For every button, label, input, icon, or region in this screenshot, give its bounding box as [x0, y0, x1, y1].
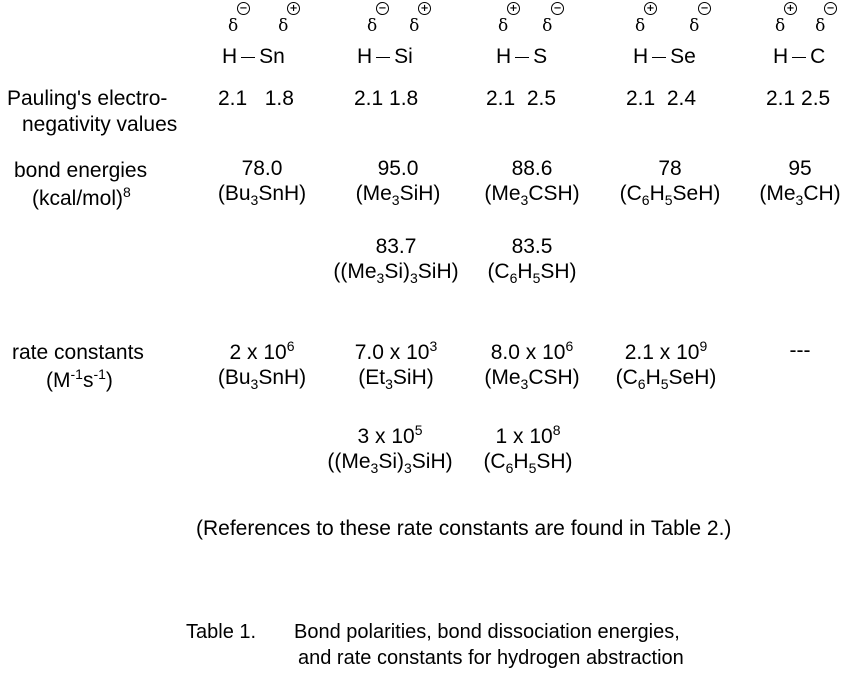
rate-constant-value: 1 x $10^8$: [495, 422, 561, 448]
footnote-ref: 8: [123, 184, 131, 200]
bond-line: [515, 57, 529, 58]
pauling-value-h-c: [766, 88, 830, 109]
rate-constant-cell: [750, 340, 850, 361]
delta-symbol: δ: [775, 16, 786, 36]
delta-symbol: δ: [635, 16, 646, 36]
charge-minus-icon: −: [376, 2, 389, 15]
atom-h: H: [357, 45, 373, 68]
rate-constant-cell: [310, 422, 470, 477]
pauling-x: 2.5: [801, 87, 831, 110]
bond-formula-h-sn: [222, 46, 285, 67]
rate-constant-cell: [200, 338, 324, 393]
bond-formula-h-si: [357, 46, 413, 67]
pauling-value-h-se: [626, 88, 696, 109]
table-caption-line1: Bond polarities, bond dissociation energies,: [294, 621, 680, 643]
rate-constant-cell: [334, 338, 458, 393]
bond-energy-cell: [470, 235, 594, 287]
compound-label: $(Et_3SiH)$: [358, 366, 434, 393]
charge-plus-icon: +: [507, 2, 520, 15]
table-caption-line2: and rate constants for hydrogen abstraction: [298, 647, 684, 669]
compound-label: $((Me_3Si)_3SiH)$: [327, 450, 453, 477]
bond-energy-cell: [200, 157, 324, 209]
rate-constant-value: 8.0 x $10^6$: [490, 338, 574, 364]
delta-symbol: δ: [367, 16, 378, 36]
rate-constant-value: ---: [789, 339, 811, 362]
bond-energy-value: 95: [788, 157, 812, 180]
bond-energies-label-line1: bond energies: [14, 159, 148, 182]
bond-energies-label-line2: [32, 184, 131, 210]
compound-label: $((Me_3Si)_3SiH)$: [333, 260, 459, 287]
bond-energy-value: 83.5: [511, 235, 553, 258]
bond-line: [792, 57, 806, 58]
compound-label: $(Me_3CH)$: [759, 182, 841, 209]
rate-constant-cell: [602, 338, 730, 393]
compound-label: $(C_6H_5SeH)$: [615, 366, 717, 393]
pauling-h: 2.1: [218, 87, 248, 110]
rate-constant-value: 3 x $10^5$: [357, 422, 423, 448]
rate-constant-cell: [470, 338, 594, 393]
compound-label: $(C_6H_5SeH)$: [619, 182, 721, 209]
charge-plus-icon: +: [287, 2, 300, 15]
rate-constants-label-line2: $(M^{-1}s^{-1})$: [46, 366, 113, 392]
bond-h-sn: [222, 3, 298, 36]
pauling-value-h-si: [354, 88, 418, 109]
rate-constant-cell: [466, 422, 590, 477]
compound-label: $(C_6H_5SH)$: [483, 450, 573, 477]
bond-energy-cell: [470, 157, 594, 209]
atom-si: Si: [394, 45, 413, 68]
delta-symbol: δ: [228, 16, 239, 36]
atom-h: H: [222, 45, 238, 68]
bond-h-s: [496, 3, 562, 36]
compound-label: $(Bu_3SnH)$: [217, 182, 307, 209]
delta-symbol: δ: [689, 16, 700, 36]
pauling-x: 1.8: [389, 87, 419, 110]
delta-symbol: δ: [409, 16, 420, 36]
atom-sn: Sn: [259, 45, 285, 68]
bond-formula-h-s: [496, 46, 547, 67]
delta-symbol: δ: [815, 16, 826, 36]
charge-minus-icon: −: [551, 2, 564, 15]
bond-h-se: [633, 3, 709, 36]
delta-symbol: δ: [278, 16, 289, 36]
bond-energy-value: 95.0: [377, 157, 419, 180]
bond-energy-value: 78.0: [241, 157, 283, 180]
delta-symbol: δ: [498, 16, 509, 36]
pauling-x: 1.8: [264, 87, 294, 110]
charge-minus-icon: −: [824, 2, 837, 15]
pauling-value-h-s: [486, 88, 556, 109]
bond-line: [241, 57, 255, 58]
bond-h-si: [357, 3, 429, 36]
charge-minus-icon: −: [237, 2, 250, 15]
bond-energy-value: 88.6: [511, 157, 553, 180]
pauling-x: 2.5: [526, 87, 557, 110]
charge-minus-icon: −: [698, 2, 711, 15]
bond-energy-cell: [748, 157, 852, 209]
bond-energy-cell: [320, 235, 472, 287]
compound-label: $(Me_3CSH)$: [484, 182, 580, 209]
compound-label: $(C_6H_5SH)$: [487, 260, 577, 287]
bond-energy-value: 83.7: [375, 235, 417, 258]
pauling-h: 2.1: [354, 87, 384, 110]
delta-symbol: δ: [542, 16, 553, 36]
atom-h: H: [496, 45, 512, 68]
rate-constant-value: 2 x $10^6$: [229, 338, 295, 364]
bond-formula-h-c: [773, 46, 825, 67]
bond-energy-value: 78: [658, 157, 682, 180]
atom-c: C: [810, 45, 826, 68]
bond-energies-unit: (kcal/mol): [32, 187, 124, 210]
atom-s: S: [533, 45, 548, 68]
atom-h: H: [773, 45, 789, 68]
atom-h: H: [633, 45, 649, 68]
rate-constant-value: 7.0 x $10^3$: [354, 338, 438, 364]
bond-line: [376, 57, 390, 58]
pauling-h: 2.1: [486, 87, 516, 110]
compound-label: $(Me_3SiH)$: [355, 182, 441, 209]
pauling-h: 2.1: [626, 87, 656, 110]
bond-line: [652, 57, 666, 58]
table-caption-label: Table 1.: [186, 621, 257, 643]
references-note: (References to these rate constants are found in Table 2.): [196, 517, 732, 540]
pauling-label-line2: negativity values: [22, 113, 178, 136]
pauling-label-line1: Pauling's electro-: [7, 87, 168, 110]
charge-plus-icon: +: [644, 2, 657, 15]
bond-h-c: [773, 3, 835, 36]
compound-label: $(Bu_3SnH)$: [217, 366, 307, 393]
rate-constant-value: 2.1 x $10^9$: [624, 338, 708, 364]
charge-plus-icon: +: [784, 2, 797, 15]
bond-energy-cell: [606, 157, 734, 209]
atom-se: Se: [670, 45, 696, 68]
bond-formula-h-se: [633, 46, 696, 67]
charge-plus-icon: +: [418, 2, 431, 15]
pauling-h: 2.1: [766, 87, 796, 110]
rate-constants-label-line1: rate constants: [12, 341, 144, 364]
bond-energy-cell: [338, 157, 458, 209]
pauling-x: 2.4: [666, 87, 697, 110]
compound-label: $(Me_3CSH)$: [484, 366, 580, 393]
pauling-value-h-sn: [218, 88, 294, 109]
